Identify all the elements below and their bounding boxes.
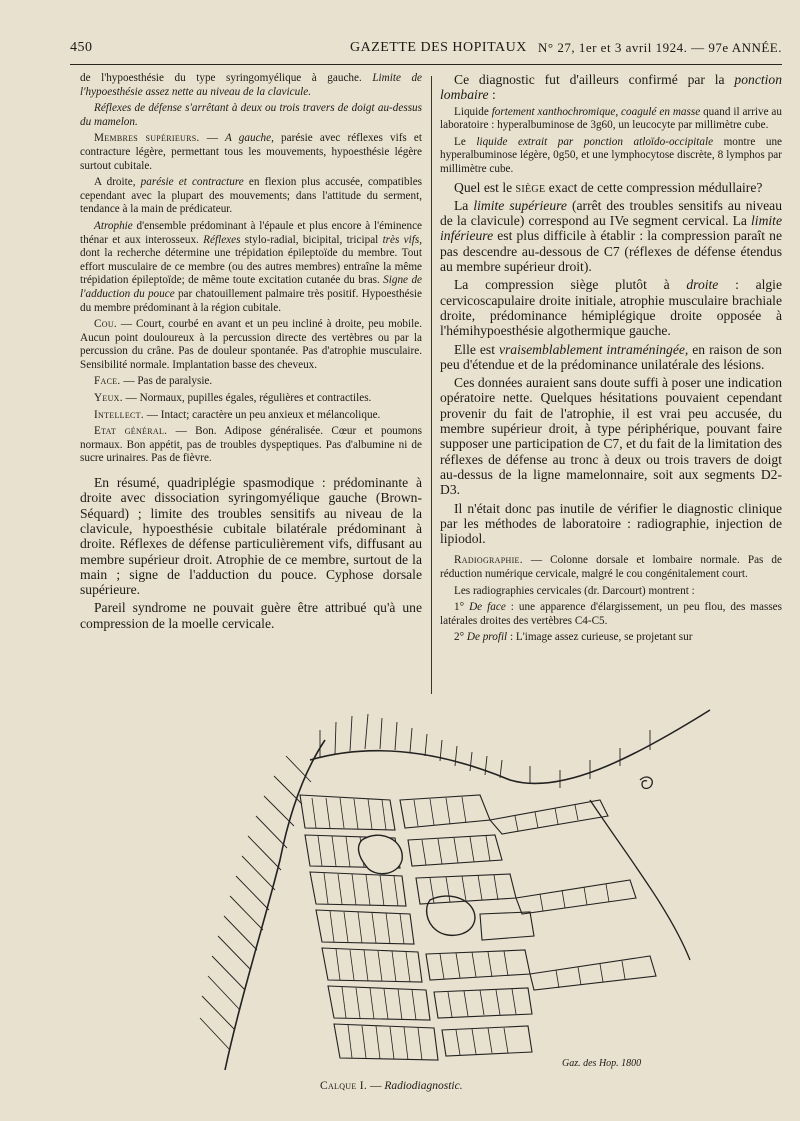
radiodiagnostic-tracing — [130, 700, 730, 1075]
paragraph-yeux: Yeux. — Normaux, pupilles égales, régulières et contractiles. — [94, 392, 372, 405]
paragraph-resume: En résumé, quadriplégie spasmodique : prédominante à droite avec dissociation syringomyélique gauche (Brown-Séquard) ; limite des troubles sensitifs au niveau de la clavicule, hypoesthésie cubitale bilatérale prédominant à droite. Réflexes de défense particulièrement vifs, diffusant au membre supérieur droit. Atrophie de ce membre, surtout de la main ; signe de l'adduction du pouce. Cyphose dorsale supérieure. — [80, 475, 422, 598]
paragraph-de-profil: 2° De profil : L'image assez curieuse, se projetant sur — [454, 631, 693, 644]
right-column — [440, 72, 782, 648]
paragraph-etat-general: Etat général. — Bon. Adipose généralisée. Cœur et poumons normaux. Bon appétit, pas de troubles dyspeptiques. Pas d'albumine ni de sucre urinaires. Pas de fièvre. — [80, 425, 422, 465]
paragraph-verification: Il n'était donc pas inutile de vérifier le diagnostic clinique par les méthodes de laboratoire : radiographie, injection de lipiodol. — [440, 500, 782, 547]
paragraph-atrophie: Atrophie d'ensemble prédominant à l'épaule et plus encore à l'éminence thénar et aux interosseux. Réflexes stylo-radial, bicipital, tricipal très vifs, dont la recherche détermine une trépidation épileptoïde du membre. Tout effort musculaire de ce membre (ou des autres membres) entraîne la même trépidation épileptoïde; de même toute excitation cutanée du bras. Signe de l'adduction du pouce par chatouillement palmaire très positif. Hypoesthésie du membre prédominant à la région cubitale. — [80, 219, 423, 314]
figure-caption: Calque I. — Radiodiagnostic. — [320, 1080, 463, 1092]
left-column — [80, 72, 422, 634]
paragraph-a-droite: A droite, parésie et contracture en flexion plus accusée, compatibles cependant avec la plupart des mouvements; dans l'attitude du serment, tendance à la main de prédicateur. — [80, 176, 423, 216]
paragraph-liquide-atloido: Le liquide extrait par ponction atloïdo-occipitale montre une hyperalbuminose légère, 0g50, et une lymphocytose discrète, 8 lymphos par millimètre cube. — [440, 135, 782, 175]
paragraph-liquide: Liquide fortement xanthochromique, coagulé en masse quand il arrive au laboratoire : hyperalbuminose de 3g60, un leucocyte par millimètre cube. — [440, 105, 782, 132]
paragraph-diagnostic: Ce diagnostic fut d'ailleurs confirmé par la ponction lombaire : — [440, 72, 782, 103]
paragraph-conclusion: Pareil syndrome ne pouvait guère être attribué qu'à une compression de la moelle cervicale. — [80, 600, 422, 631]
paragraph-radiographie: Radiographie. — Colonne dorsale et lombaire normale. Pas de réduction numérique cervicale, malgré le cou congénitalement court. — [440, 554, 782, 580]
column-divider — [431, 76, 432, 694]
paragraph-cou: Cou. — Court, courbé en avant et un peu incliné à droite, peu mobile. Aucun point douloureux à la percussion directe des vertèbres ou par la percussion du crâne. Pas de douleur spontanée. Pas d'atrophie musculaire. Sensibilité normale. Implantation basse des cheveux. — [80, 318, 422, 371]
paragraph-membres-superieurs: Membres supérieurs. — A gauche, parésie avec réflexes vifs et contracture légère, permettant tous les mouvements, hypoesthésie légère surtout cubitale. — [80, 132, 422, 172]
page-header — [70, 40, 782, 62]
paragraph-face: Face. — Pas de paralysie. — [94, 375, 213, 388]
paragraph-limites: La limite supérieure (arrêt des troubles sensitifs au niveau de la clavicule) correspond au IVe segment cervical. La limite inférieure est plus difficile à établir : la compression paraît ne pas descendre au-dessous de C7 (réflexes de défense étendus au membre supérieur droit). — [440, 197, 782, 275]
paragraph-reflexes: Réflexes de défense s'arrêtant à deux ou trois travers de doigt au-dessus du mamelon. — [80, 102, 422, 128]
paragraph-compression-droite: La compression siège plutôt à droite : algie cervicoscapulaire droite initiale, atrophie musculaire brachiale droite, prédominance hémiplégique droite opposée à l'hémihypoesthésie algothermique gauche. — [440, 277, 782, 339]
paragraph-intellect: Intellect. — Intact; caractère un peu anxieux et mélancolique. — [94, 408, 381, 421]
paragraph-intrameningee: Elle est vraisemblablement intraméningée, en raison de son peu d'étendue et de la prédominance unilatérale des lésions. — [440, 341, 782, 372]
paragraph-donnees: Ces données auraient sans doute suffi à poser une indication opératoire nette. Quelques hésitations pouvaient cependant provenir du fait de l'atrophie, il est vrai peu accusée, du membre supérieur droit, à type périphérique, pouvant faire supposer une participation de C7, et du fait de la limitation des réflexes de défense au tronc à deux ou trois travers de doigt au-dessus de la ligne mamelonnaire, soit aux segments D2-D3. — [440, 375, 782, 498]
journal-title: GAZETTE DES HOPITAUX — [350, 40, 527, 55]
paragraph-de-face: 1° De face : une apparence d'élargissement, un peu flou, des masses latérales droites des vertèbres C4-C5. — [440, 601, 782, 627]
issue-date: N° 27, 1er et 3 avril 1924. — 97e ANNÉE. — [538, 40, 782, 55]
paragraph-radiographies-cervicales: Les radiographies cervicales (dr. Darcourt) montrent : — [454, 584, 695, 597]
page-number: 450 — [70, 40, 93, 55]
paragraph-siege: Quel est le siège exact de cette compression médullaire? — [454, 179, 763, 195]
figure-signature: Gaz. des Hop. 1800 — [562, 1058, 642, 1069]
paragraph-hypoesthesie: de l'hypoesthésie du type syringomyélique à gauche. Limite de l'hypoesthésie assez nette au niveau de la clavicule. — [80, 72, 423, 98]
header-rule — [70, 64, 782, 65]
